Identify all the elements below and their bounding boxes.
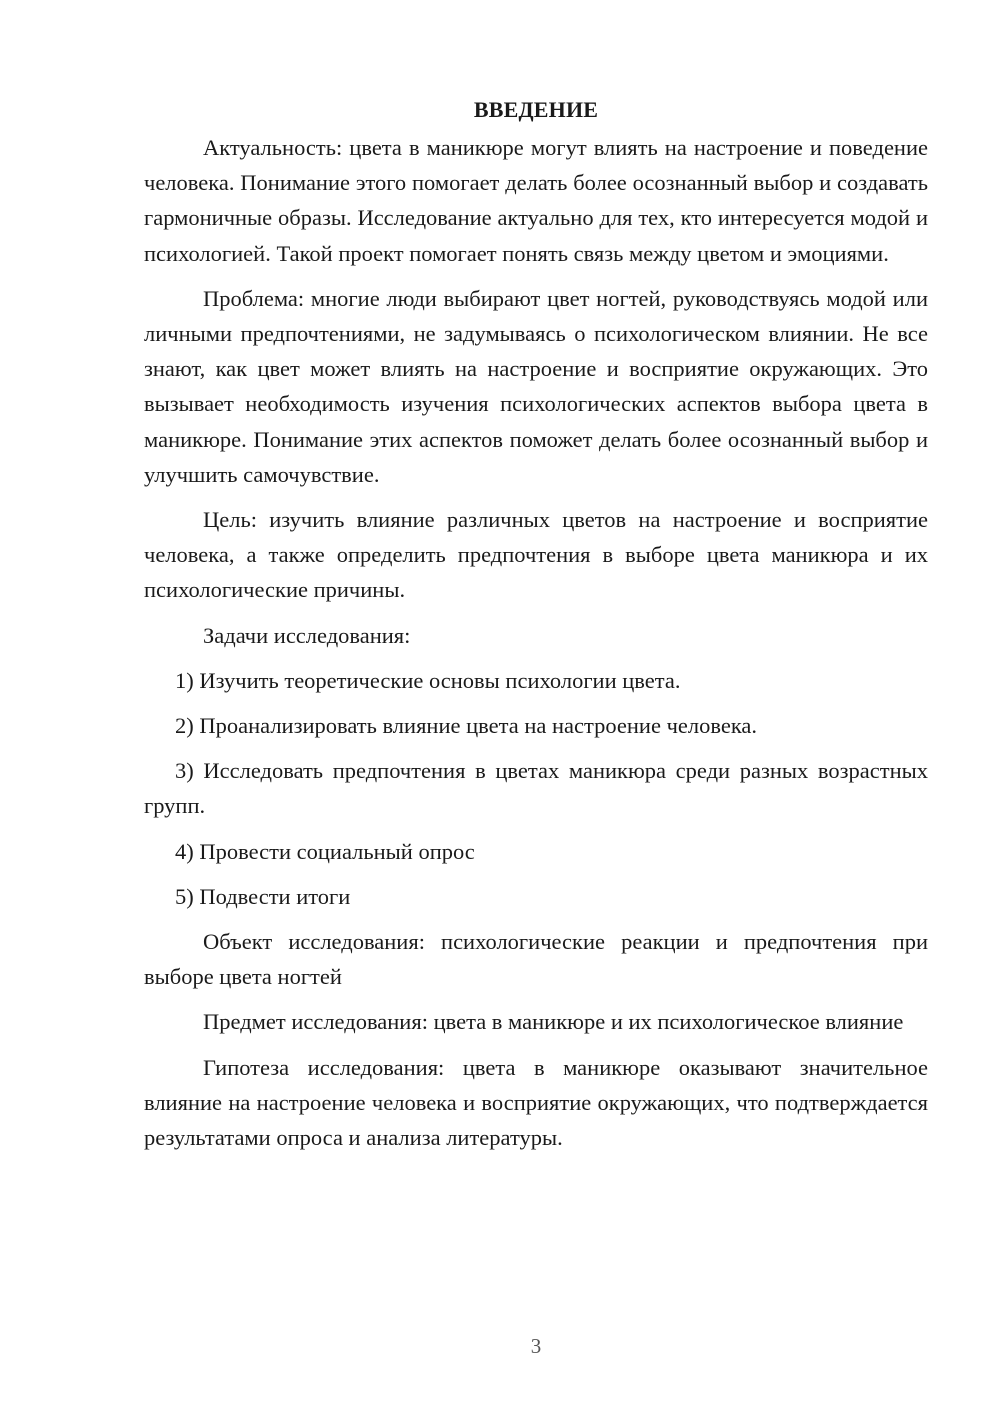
task-item-4: 4) Провести социальный опрос — [175, 838, 475, 864]
task-item-3: 3) Исследовать предпочтения в цветах маникюра среди разных возрастных групп. — [144, 758, 928, 819]
tasks-heading: Задачи исследования: — [203, 622, 411, 648]
hypothesis-paragraph: Гипотеза исследования: цвета в маникюре оказывают значительное влияние на настроение человека и восприятие окружающих, что подтверждается результатами опроса и анализа литературы. — [144, 1054, 928, 1151]
task-item-2: 2) Проанализировать влияние цвета на настроение человека. — [175, 713, 758, 739]
problem-paragraph: Проблема: многие люди выбирают цвет ногтей, руководствуясь модой или личными предпочтениями, не задумываясь о психологическом влиянии. Не все знают, как цвет может влиять на настроение и восприятие окружающих. Это вызывает необходимость изучения психологических аспектов выбора цвета в маникюре. Понимание этих аспектов поможет делать более осознанный выбор и улучшить самочувствие. — [144, 285, 928, 487]
object-paragraph: Объект исследования: психологические реакции и предпочтения при выборе цвета ногтей — [144, 929, 928, 990]
task-item-5: 5) Подвести итоги — [175, 883, 351, 909]
task-item-1: 1) Изучить теоретические основы психологии цвета. — [175, 667, 681, 693]
tasks-list — [144, 663, 928, 914]
relevance-paragraph: Актуальность: цвета в маникюре могут влиять на настроение и поведение человека. Понимание этого помогает делать более осознанный выбор и создавать гармоничные образы. Исследование актуально для тех, кто интересуется модой и психологией. Такой проект помогает понять связь между цветом и эмоциями. — [144, 135, 928, 266]
page-number: 3 — [530, 1334, 542, 1358]
subject-paragraph: Предмет исследования: цвета в маникюре и их психологическое влияние — [203, 1009, 904, 1035]
section-title: ВВЕДЕНИЕ — [473, 97, 599, 122]
document-page — [144, 92, 928, 1155]
goal-paragraph: Цель: изучить влияние различных цветов на настроение и восприятие человека, а также определить предпочтения в выборе цвета маникюра и их психологические причины. — [144, 507, 928, 603]
